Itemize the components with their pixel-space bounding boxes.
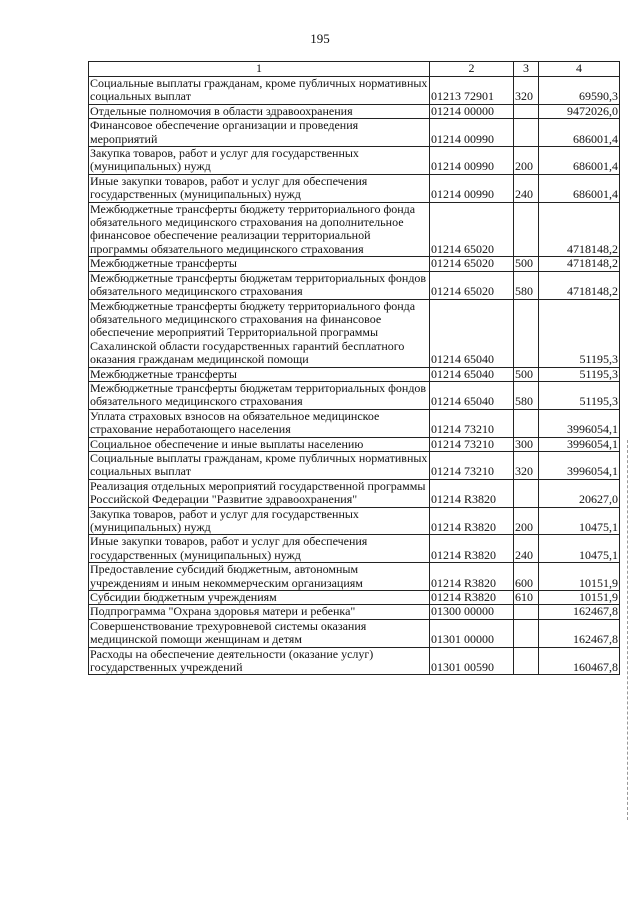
- row-name-cell: Межбюджетные трансферты бюджету территориального фонда обязательного медицинского страхования на дополнительное финансовое обеспечение реализации территориальной программы обязательного медицинского страхования: [89, 202, 430, 257]
- table-row: [89, 147, 620, 175]
- table-row: [89, 381, 620, 409]
- row-sum-cell: 9472026,0: [539, 104, 620, 118]
- table-row: [89, 647, 620, 675]
- row-code-cell: 01214 00990: [430, 174, 514, 202]
- table-row: [89, 77, 620, 105]
- row-name-cell: Межбюджетные трансферты бюджетам территориальных фондов обязательного медицинского страхования: [89, 271, 430, 299]
- row-type-cell: 500: [514, 257, 539, 271]
- row-code-cell: 01214 00990: [430, 119, 514, 147]
- table-row: [89, 174, 620, 202]
- row-name-cell: Иные закупки товаров, работ и услуг для обеспечения государственных (муниципальных) нужд: [89, 174, 430, 202]
- table-header-row: [89, 62, 620, 77]
- row-type-cell: 600: [514, 563, 539, 591]
- table-row: [89, 202, 620, 257]
- row-code-cell: 01214 00000: [430, 104, 514, 118]
- row-name-cell: Межбюджетные трансферты: [89, 367, 430, 381]
- budget-table: [88, 61, 620, 675]
- row-code-cell: 01214 R3820: [430, 479, 514, 507]
- row-name-cell: Расходы на обеспечение деятельности (оказание услуг) государственных учреждений: [89, 647, 430, 675]
- row-code-cell: 01213 72901: [430, 77, 514, 105]
- row-type-cell: [514, 479, 539, 507]
- row-type-cell: [514, 409, 539, 437]
- row-code-cell: 01214 65020: [430, 202, 514, 257]
- row-sum-cell: 686001,4: [539, 147, 620, 175]
- table-row: [89, 104, 620, 118]
- margin-scan-marks: [627, 440, 632, 820]
- row-code-cell: 01301 00590: [430, 647, 514, 675]
- table-row: [89, 437, 620, 451]
- row-sum-cell: 4718148,2: [539, 202, 620, 257]
- table-row: [89, 451, 620, 479]
- table-row: [89, 563, 620, 591]
- row-type-cell: [514, 119, 539, 147]
- row-type-cell: 580: [514, 381, 539, 409]
- table-row: [89, 619, 620, 647]
- row-code-cell: 01300 00000: [430, 605, 514, 619]
- row-sum-cell: 3996054,1: [539, 409, 620, 437]
- table-row: [89, 591, 620, 605]
- row-name-cell: Реализация отдельных мероприятий государственной программы Российской Федерации "Развитие здравоохранения": [89, 479, 430, 507]
- row-type-cell: 580: [514, 271, 539, 299]
- column-header-name: 1: [89, 62, 430, 77]
- row-code-cell: 01214 R3820: [430, 563, 514, 591]
- row-sum-cell: 10475,1: [539, 507, 620, 535]
- row-type-cell: 610: [514, 591, 539, 605]
- row-name-cell: Межбюджетные трансферты бюджетам территориальных фондов обязательного медицинского страхования: [89, 381, 430, 409]
- row-type-cell: [514, 647, 539, 675]
- page-number: 195: [310, 31, 330, 46]
- row-name-cell: Социальные выплаты гражданам, кроме публичных нормативных социальных выплат: [89, 77, 430, 105]
- row-type-cell: 500: [514, 367, 539, 381]
- row-sum-cell: 51195,3: [539, 299, 620, 367]
- row-name-cell: Социальные выплаты гражданам, кроме публичных нормативных социальных выплат: [89, 451, 430, 479]
- row-code-cell: 01214 65020: [430, 257, 514, 271]
- row-type-cell: 320: [514, 451, 539, 479]
- row-name-cell: Подпрограмма "Охрана здоровья матери и ребенка": [89, 605, 430, 619]
- row-type-cell: [514, 104, 539, 118]
- row-code-cell: 01214 73210: [430, 437, 514, 451]
- row-name-cell: Уплата страховых взносов на обязательное медицинское страхование неработающего населения: [89, 409, 430, 437]
- row-type-cell: 200: [514, 147, 539, 175]
- row-code-cell: 01214 73210: [430, 409, 514, 437]
- row-type-cell: 240: [514, 535, 539, 563]
- row-sum-cell: 4718148,2: [539, 271, 620, 299]
- table-row: [89, 535, 620, 563]
- row-sum-cell: 160467,8: [539, 647, 620, 675]
- row-code-cell: 01214 R3820: [430, 507, 514, 535]
- row-type-cell: 320: [514, 77, 539, 105]
- table-row: [89, 605, 620, 619]
- row-name-cell: Предоставление субсидий бюджетным, автономным учреждениям и иным некоммерческим организациям: [89, 563, 430, 591]
- table-row: [89, 507, 620, 535]
- table-row: [89, 257, 620, 271]
- row-name-cell: Социальное обеспечение и иные выплаты населению: [89, 437, 430, 451]
- table-row: [89, 409, 620, 437]
- row-sum-cell: 10151,9: [539, 591, 620, 605]
- row-type-cell: 240: [514, 174, 539, 202]
- row-code-cell: 01301 00000: [430, 619, 514, 647]
- row-type-cell: [514, 299, 539, 367]
- row-sum-cell: 3996054,1: [539, 451, 620, 479]
- row-name-cell: Закупка товаров, работ и услуг для государственных (муниципальных) нужд: [89, 147, 430, 175]
- table-row: [89, 271, 620, 299]
- table-row: [89, 479, 620, 507]
- row-sum-cell: 51195,3: [539, 367, 620, 381]
- row-name-cell: Иные закупки товаров, работ и услуг для обеспечения государственных (муниципальных) нужд: [89, 535, 430, 563]
- row-code-cell: 01214 65040: [430, 299, 514, 367]
- row-code-cell: 01214 73210: [430, 451, 514, 479]
- row-sum-cell: 3996054,1: [539, 437, 620, 451]
- row-sum-cell: 20627,0: [539, 479, 620, 507]
- row-code-cell: 01214 65020: [430, 271, 514, 299]
- row-sum-cell: 10151,9: [539, 563, 620, 591]
- column-header-sum: 4: [539, 62, 620, 77]
- row-name-cell: Совершенствование трехуровневой системы оказания медицинской помощи женщинам и детям: [89, 619, 430, 647]
- row-sum-cell: 69590,3: [539, 77, 620, 105]
- row-type-cell: [514, 619, 539, 647]
- row-name-cell: Межбюджетные трансферты бюджету территориального фонда обязательного медицинского страхования на финансовое обеспечение мероприятий Территориальной программы Сахалинской области государственных гарантий бесплатного оказания гражданам медицинской помощи: [89, 299, 430, 367]
- row-sum-cell: 162467,8: [539, 619, 620, 647]
- table-body: [89, 77, 620, 675]
- row-type-cell: [514, 202, 539, 257]
- table-row: [89, 299, 620, 367]
- row-code-cell: 01214 65040: [430, 381, 514, 409]
- table-row: [89, 119, 620, 147]
- row-sum-cell: 686001,4: [539, 174, 620, 202]
- row-code-cell: 01214 65040: [430, 367, 514, 381]
- row-name-cell: Отдельные полномочия в области здравоохранения: [89, 104, 430, 118]
- row-code-cell: 01214 00990: [430, 147, 514, 175]
- row-sum-cell: 51195,3: [539, 381, 620, 409]
- row-sum-cell: 4718148,2: [539, 257, 620, 271]
- row-code-cell: 01214 R3820: [430, 591, 514, 605]
- table-row: [89, 367, 620, 381]
- column-header-type: 3: [514, 62, 539, 77]
- row-code-cell: 01214 R3820: [430, 535, 514, 563]
- row-sum-cell: 10475,1: [539, 535, 620, 563]
- row-name-cell: Закупка товаров, работ и услуг для государственных (муниципальных) нужд: [89, 507, 430, 535]
- row-sum-cell: 686001,4: [539, 119, 620, 147]
- row-sum-cell: 162467,8: [539, 605, 620, 619]
- row-name-cell: Межбюджетные трансферты: [89, 257, 430, 271]
- row-name-cell: Финансовое обеспечение организации и проведения мероприятий: [89, 119, 430, 147]
- row-type-cell: 300: [514, 437, 539, 451]
- row-type-cell: [514, 605, 539, 619]
- row-name-cell: Субсидии бюджетным учреждениям: [89, 591, 430, 605]
- column-header-code: 2: [430, 62, 514, 77]
- row-type-cell: 200: [514, 507, 539, 535]
